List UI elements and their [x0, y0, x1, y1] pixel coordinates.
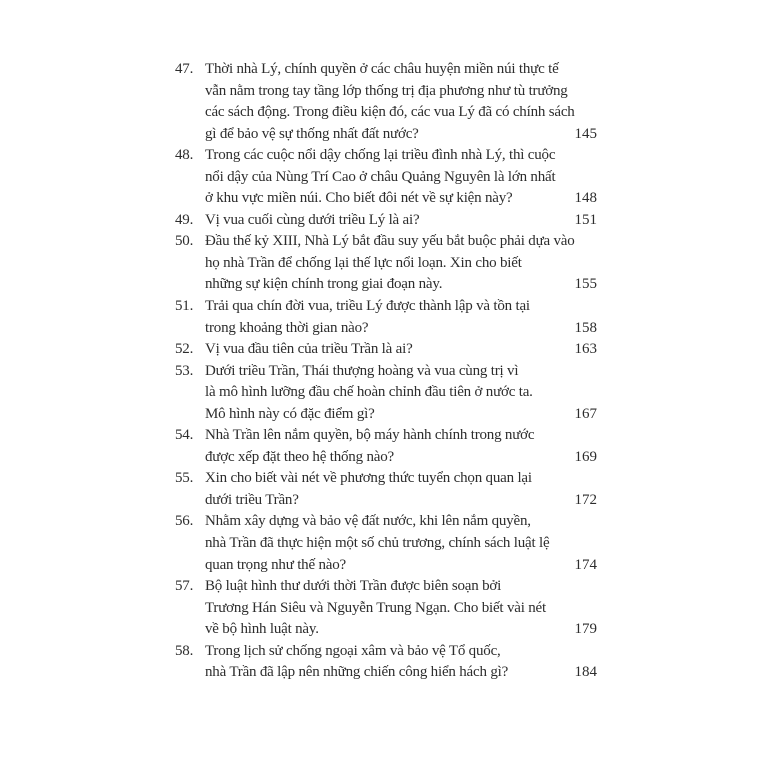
toc-item: [175, 296, 597, 339]
toc-item-number: 51.: [175, 298, 194, 315]
toc-line: [205, 468, 597, 490]
toc-line: [205, 253, 597, 275]
toc-line-text: nổi dậy của Nùng Trí Cao ở châu Quảng Nguyên là lớn nhất: [205, 168, 556, 185]
toc-item-text: [205, 641, 597, 684]
toc-item: [175, 231, 597, 296]
toc-line-text: Đầu thế kỷ XIII, Nhà Lý bắt đầu suy yếu bắt buộc phải dựa vào: [205, 233, 575, 250]
toc-page-number: 151: [574, 211, 597, 228]
toc-item: [175, 641, 597, 684]
toc-item-text: [205, 468, 597, 511]
toc-line: [205, 361, 597, 383]
toc-item: [175, 339, 597, 361]
toc-page-number: 145: [574, 125, 597, 142]
toc-page-number: 155: [574, 276, 597, 293]
toc-line: [205, 382, 597, 404]
toc-page-number: 148: [574, 190, 597, 207]
toc-line: [205, 447, 597, 469]
toc-page-number: 172: [574, 491, 597, 508]
toc-item-number: 55.: [175, 470, 194, 487]
toc-line-text: Xin cho biết vài nét về phương thức tuyển chọn quan lại: [205, 470, 532, 487]
toc-line-text: nhà Trần đã thực hiện một số chủ trương, chính sách luật lệ: [205, 535, 550, 552]
toc-line: [205, 641, 597, 663]
toc-line: [205, 124, 597, 146]
toc-item: [175, 511, 597, 576]
toc-line: [205, 425, 597, 447]
toc-line: [205, 167, 597, 189]
toc-line-text: được xếp đặt theo hệ thống nào?: [205, 448, 394, 465]
toc-line-text: Bộ luật hình thư dưới thời Trần được biên soạn bởi: [205, 578, 502, 595]
toc-line-text: họ nhà Trần để chống lại thế lực nổi loạn. Xin cho biết: [205, 254, 522, 271]
toc-page-number: 174: [574, 556, 597, 573]
toc-line: [205, 231, 597, 253]
toc-page-number: 158: [574, 319, 597, 336]
toc-item-text: [205, 339, 597, 361]
toc-item-text: [205, 231, 597, 296]
toc-line-text: dưới triều Trần?: [205, 491, 299, 508]
toc-line-text: Trương Hán Siêu và Nguyễn Trung Ngạn. Cho biết vài nét: [205, 599, 546, 616]
toc-line: [205, 59, 597, 81]
toc-page-number: 163: [574, 341, 597, 358]
toc-line: [205, 81, 597, 103]
toc-item-text: [205, 576, 597, 641]
toc-line-text: Vị vua đầu tiên của triều Trần là ai?: [205, 341, 413, 358]
toc-item-text: [205, 210, 597, 232]
toc-line-text: các sách động. Trong điều kiện đó, các vua Lý đã có chính sách: [205, 104, 575, 121]
toc-line-text: Nhà Trần lên nắm quyền, bộ máy hành chính trong nước: [205, 427, 535, 444]
toc-page-number: 169: [574, 448, 597, 465]
toc-line-text: Thời nhà Lý, chính quyền ở các châu huyện miền núi thực tế: [205, 61, 559, 77]
toc-item-text: [205, 361, 597, 426]
toc-item: [175, 145, 597, 210]
toc-line-text: ở khu vực miền núi. Cho biết đôi nét về sự kiện này?: [205, 190, 513, 207]
toc-line-text: Mô hình này có đặc điểm gì?: [205, 405, 375, 422]
toc-line: [205, 296, 597, 318]
toc-item-number: 50.: [175, 233, 194, 250]
toc-line-text: nhà Trần đã lập nên những chiến công hiển hách gì?: [205, 664, 509, 681]
toc-item: [175, 361, 597, 426]
toc-line-text: trong khoảng thời gian nào?: [205, 319, 369, 336]
toc-item-text: [205, 59, 597, 145]
toc-list: [175, 59, 597, 684]
toc-line: [205, 619, 597, 641]
toc-item-text: [205, 511, 597, 576]
toc-line: [205, 490, 597, 512]
toc-line: [205, 662, 597, 684]
toc-line: [205, 598, 597, 620]
toc-page-number: 179: [574, 621, 597, 638]
toc-line: [205, 188, 597, 210]
toc-item-number: 58.: [175, 642, 194, 659]
toc-line-text: là mô hình lưỡng đầu chế hoàn chỉnh đầu tiên ở nước ta.: [205, 384, 533, 401]
toc-line: [205, 404, 597, 426]
toc-line: [205, 274, 597, 296]
toc-line: [205, 576, 597, 598]
toc-line: [205, 533, 597, 555]
toc-line-text: Dưới triều Trần, Thái thượng hoàng và vua cùng trị vì: [205, 362, 519, 379]
toc-line-text: Trong lịch sử chống ngoại xâm và bảo vệ Tổ quốc,: [205, 642, 501, 659]
toc-line-text: Nhằm xây dựng và bảo vệ đất nước, khi lên nắm quyền,: [205, 513, 531, 530]
toc-line-text: Trong các cuộc nổi dậy chống lại triều đình nhà Lý, thì cuộc: [205, 147, 556, 164]
toc-line: [205, 210, 597, 232]
toc-item-number: 52.: [175, 341, 194, 358]
toc-item-number: 49.: [175, 211, 194, 228]
toc-line: [205, 145, 597, 167]
toc-line: [205, 511, 597, 533]
toc-line-text: những sự kiện chính trong giai đoạn này.: [205, 276, 443, 293]
toc-item-number: 57.: [175, 578, 194, 595]
toc-item: [175, 576, 597, 641]
toc-item: [175, 425, 597, 468]
toc-item-number: 54.: [175, 427, 194, 444]
toc-item-number: 56.: [175, 513, 194, 530]
toc-item-number: 53.: [175, 362, 194, 379]
toc-item-text: [205, 296, 597, 339]
toc-line-text: gì để bảo vệ sự thống nhất đất nước?: [205, 125, 419, 142]
toc-line: [205, 555, 597, 577]
toc-line-text: Vị vua cuối cùng dưới triều Lý là ai?: [205, 211, 420, 228]
toc-item-text: [205, 425, 597, 468]
toc-item: [175, 210, 597, 232]
toc-item-text: [205, 145, 597, 210]
toc-line: [205, 339, 597, 361]
toc-item: [175, 59, 597, 145]
toc-line-text: về bộ hình luật này.: [205, 621, 319, 638]
toc-page-number: 167: [574, 405, 597, 422]
toc-line-text: vẫn nằm trong tay tầng lớp thống trị địa phương như tù trưởng: [205, 82, 568, 99]
toc-item: [175, 468, 597, 511]
toc-line-text: quan trọng như thế nào?: [205, 556, 346, 573]
toc-item-number: 47.: [175, 61, 194, 77]
toc-item-number: 48.: [175, 147, 194, 164]
toc-page-number: 184: [574, 664, 597, 681]
toc-line: [205, 102, 597, 124]
toc-line: [205, 318, 597, 340]
toc-line-text: Trải qua chín đời vua, triều Lý được thành lập và tồn tại: [205, 298, 530, 315]
